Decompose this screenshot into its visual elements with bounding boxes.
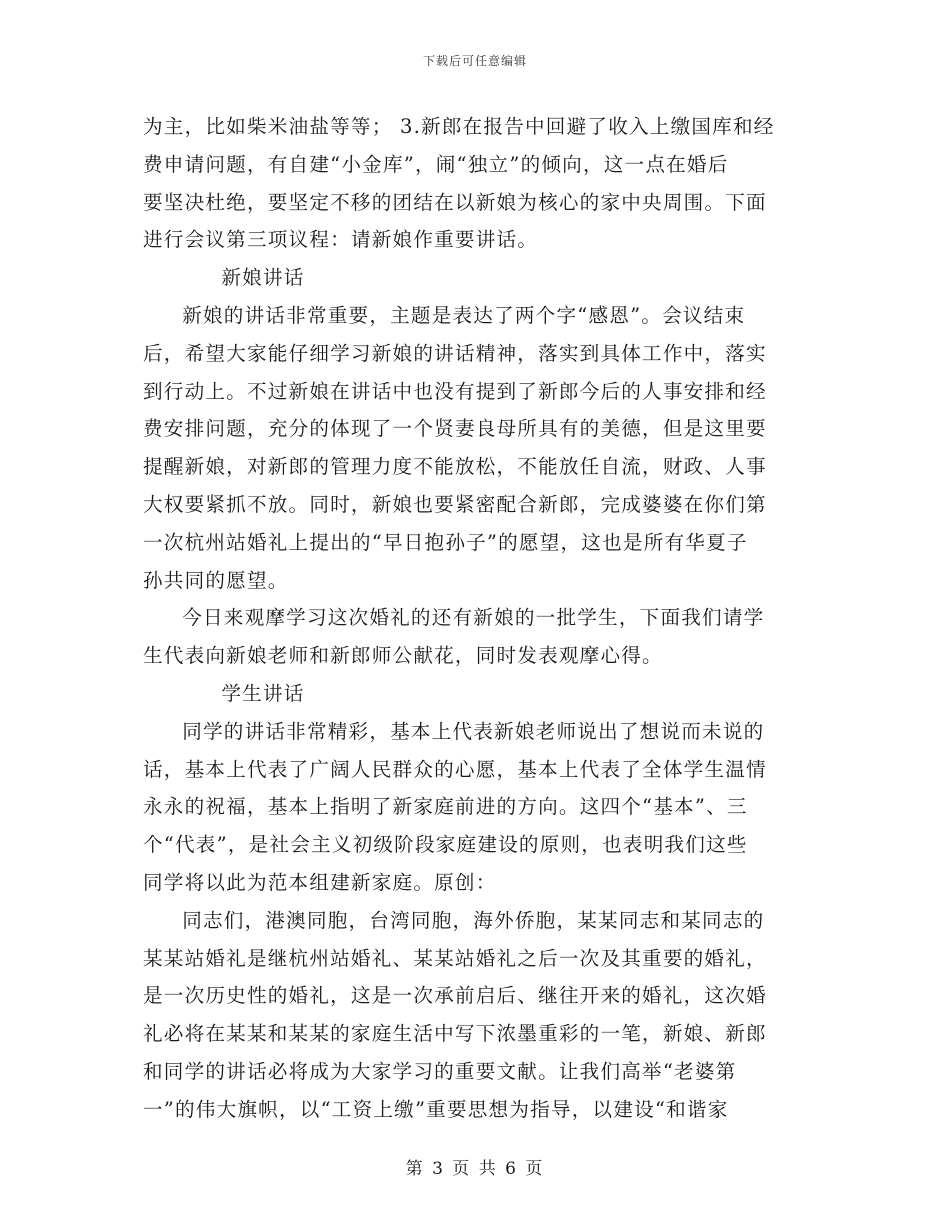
paragraph: [143, 902, 803, 1129]
document-body: [143, 108, 803, 1129]
section-heading: [143, 675, 803, 713]
text-line: 生代表向新娘老师和新郎师公献花，同时发表观摩心得。: [143, 644, 663, 668]
text-line: 学生讲话: [221, 681, 305, 705]
text-line: 是一次历史性的婚礼，这是一次承前启后、继往开来的婚礼，这次婚: [143, 984, 767, 1008]
paragraph: [143, 713, 803, 902]
text-line: 要坚决杜绝，要坚定不移的团结在以新娘为核心的家中央周围。下面: [143, 190, 767, 214]
paragraph: [143, 108, 803, 259]
text-line: 今日来观摩学习这次婚礼的还有新娘的一批学生，下面我们请学: [182, 606, 765, 630]
text-line: 孙共同的愿望。: [143, 568, 289, 592]
text-line: 某某站婚礼是继杭州站婚礼、某某站婚礼之后一次及其重要的婚礼，: [143, 946, 767, 970]
text-line: 永永的祝福，基本上指明了新家庭前进的方向。这四个“基本”、三: [143, 795, 748, 819]
text-line: 大权要紧抓不放。同时，新娘也要紧密配合新郎，完成婆婆在你们第: [143, 492, 767, 516]
text-line: 新娘讲话: [221, 266, 305, 290]
text-line: 新娘的讲话非常重要，主题是表达了两个字“感恩”。会议结束: [182, 303, 746, 327]
text-line: 个“代表”，是社会主义初级阶段家庭建设的原则，也表明我们这些: [143, 833, 748, 857]
text-line: 费安排问题，充分的体现了一个贤妻良母所具有的美德，但是这里要: [143, 417, 767, 441]
text-line: 礼必将在某某和某某的家庭生活中写下浓墨重彩的一笔，新娘、新郎: [143, 1022, 767, 1046]
text-line: 一”的伟大旗帜，以“工资上缴”重要思想为指导，以建设“和谐家: [143, 1097, 729, 1121]
text-line: 同志们，港澳同胞，台湾同胞，海外侨胞，某某同志和某同志的: [182, 908, 765, 932]
text-line: 同学的讲话非常精彩，基本上代表新娘老师说出了想说而未说的: [182, 719, 765, 743]
paragraph: [143, 599, 803, 675]
text-line: 后，希望大家能仔细学习新娘的讲话精神，落实到具体工作中，落实: [143, 341, 767, 365]
text-line: 费申请问题，有自建“小金库”，闹“独立”的倾向，这一点在婚后: [143, 152, 729, 176]
section-heading: [143, 259, 803, 297]
text-line: 为主，比如柴米油盐等等； 3.新郎在报告中回避了收入上缴国库和经: [143, 115, 775, 138]
page-header: 下载后可任意编辑: [422, 54, 527, 68]
text-line: 和同学的讲话必将成为大家学习的重要文献。让我们高举“老婆第: [143, 1059, 737, 1083]
text-line: 同学将以此为范本组建新家庭。原创：: [143, 870, 497, 894]
paragraph: [143, 297, 803, 599]
text-line: 提醒新娘，对新郎的管理力度不能放松，不能放任自流，财政、人事: [143, 455, 767, 479]
text-line: 进行会议第三项议程：请新娘作重要讲话。: [143, 228, 539, 252]
text-line: 一次杭州站婚礼上提出的“早日抱孙子”的愿望，这也是所有华夏子: [143, 530, 748, 554]
text-line: 话，基本上代表了广阔人民群众的心愿，基本上代表了全体学生温情: [143, 757, 767, 781]
page-number-footer: 第 3 页 共 6 页: [405, 1159, 545, 1179]
text-line: 到行动上。不过新娘在讲话中也没有提到了新郎今后的人事安排和经: [143, 379, 767, 403]
